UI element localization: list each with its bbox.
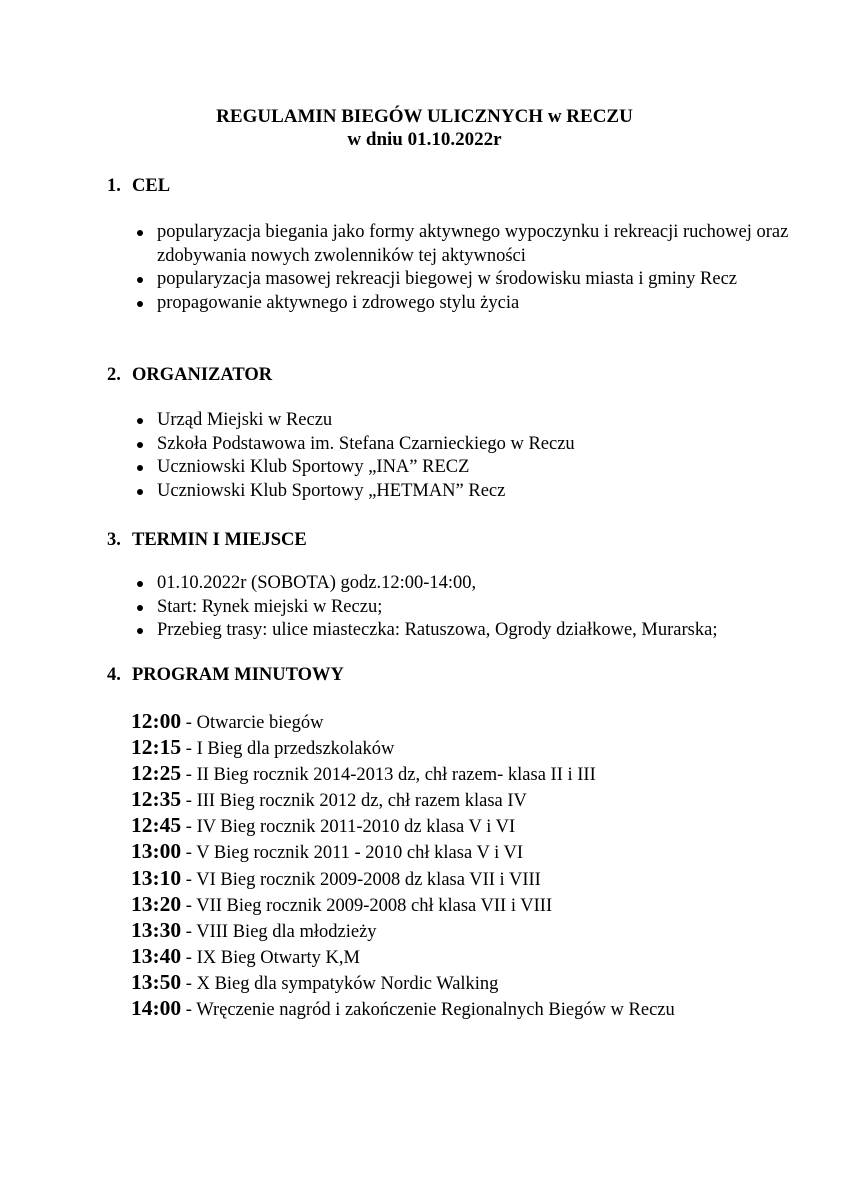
schedule-description: I Bieg dla przedszkolaków: [196, 739, 395, 760]
list-item: [157, 221, 797, 268]
schedule-time: 13:20: [131, 891, 182, 916]
schedule-description: VII Bieg rocznik 2009-2008 chł klasa VII i VIII: [196, 895, 553, 916]
organizator-list: [157, 409, 797, 503]
list-item: [157, 619, 797, 643]
bullet-icon: [137, 301, 143, 307]
schedule-row: [131, 760, 675, 786]
section-number: 2.: [107, 365, 121, 385]
schedule-time: 12:00: [131, 709, 182, 733]
section-heading-organizator: [107, 364, 272, 386]
schedule-separator: -: [181, 869, 197, 890]
document-date: w dniu 01.10.2022r: [347, 129, 502, 150]
schedule-row: [131, 995, 675, 1021]
list-item-text: Uczniowski Klub Sportowy „INA” RECZ: [157, 457, 470, 477]
list-item-text: Przebieg trasy: ulice miasteczka: Ratuszowa, Ogrody działkowe, Murarska;: [157, 620, 718, 640]
list-item-text: popularyzacja biegania jako formy aktywnego wypoczynku i rekreacji ruchowej oraz zdobywania nowych zwolenników tej aktywności: [157, 222, 789, 266]
bullet-icon: [137, 489, 143, 495]
schedule-row: [131, 812, 675, 838]
bullet-icon: [137, 628, 143, 634]
schedule-row: [131, 708, 675, 734]
schedule-time: 13:40: [131, 943, 182, 968]
list-item-text: 01.10.2022r (SOBOTA) godz.12:00-14:00,: [157, 573, 477, 593]
schedule-row: [131, 865, 675, 891]
bullet-icon: [137, 605, 143, 611]
schedule-separator: -: [181, 947, 197, 968]
document-title: REGULAMIN BIEGÓW ULICZNYCH w RECZU: [216, 106, 633, 127]
schedule-time: 13:10: [131, 865, 182, 890]
bullet-icon: [137, 442, 143, 448]
bullet-icon: [137, 465, 143, 471]
schedule-description: IV Bieg rocznik 2011-2010 dz klasa V i VI: [196, 817, 516, 838]
schedule-row: [131, 969, 675, 995]
list-item: [157, 572, 797, 596]
bullet-icon: [137, 277, 143, 283]
list-item-text: popularyzacja masowej rekreacji biegowej w środowisku miasta i gminy Recz: [157, 269, 737, 289]
schedule-separator: -: [181, 895, 197, 916]
list-item: [157, 409, 797, 433]
schedule-time: 12:35: [131, 787, 182, 812]
schedule-time: 12:25: [131, 761, 182, 786]
schedule-separator: -: [181, 973, 197, 994]
list-item-text: Szkoła Podstawowa im. Stefana Czarnieckiego w Reczu: [157, 433, 575, 454]
schedule-separator: -: [181, 843, 197, 864]
schedule-row: [131, 734, 675, 760]
list-item: [157, 456, 797, 480]
section-heading-program: [107, 664, 344, 686]
termin-list: [157, 572, 797, 643]
schedule-time: 13:50: [131, 969, 182, 994]
section-title: CEL: [132, 176, 171, 196]
list-item: [157, 596, 797, 620]
schedule-description: X Bieg dla sympatyków Nordic Walking: [196, 973, 499, 994]
schedule-separator: -: [181, 739, 197, 760]
schedule-description: II Bieg rocznik 2014-2013 dz, chł razem- klasa II i III: [196, 765, 596, 786]
schedule-description: IX Bieg Otwarty K,M: [196, 947, 360, 968]
program-schedule: [131, 708, 675, 1021]
section-heading-termin: [107, 529, 307, 551]
schedule-time: 13:00: [131, 839, 182, 864]
schedule-separator: -: [181, 765, 197, 786]
schedule-description: VIII Bieg dla młodzieży: [196, 921, 377, 942]
schedule-description: Wręczenie nagród i zakończenie Regionalnych Biegów w Reczu: [196, 1000, 675, 1021]
section-title: PROGRAM MINUTOWY: [132, 665, 344, 685]
schedule-time: 12:15: [131, 735, 182, 760]
list-item-text: Uczniowski Klub Sportowy „HETMAN” Recz: [157, 480, 506, 501]
section-number: 3.: [107, 530, 121, 550]
schedule-separator: -: [181, 1000, 197, 1021]
schedule-separator: -: [181, 713, 197, 733]
list-item-text: Start: Rynek miejski w Reczu;: [157, 596, 383, 617]
schedule-row: [131, 943, 675, 969]
schedule-row: [131, 786, 675, 812]
schedule-separator: -: [181, 791, 197, 812]
schedule-time: 12:45: [131, 813, 182, 838]
bullet-icon: [137, 230, 143, 236]
cel-list: [157, 221, 797, 315]
bullet-icon: [137, 418, 143, 424]
schedule-separator: -: [181, 817, 197, 838]
schedule-separator: -: [181, 921, 197, 942]
section-number: 1.: [107, 176, 121, 196]
list-item: [157, 480, 797, 504]
list-item-text: propagowanie aktywnego i zdrowego stylu życia: [157, 292, 520, 313]
section-title: ORGANIZATOR: [132, 365, 273, 385]
section-number: 4.: [107, 665, 121, 685]
schedule-row: [131, 891, 675, 917]
schedule-row: [131, 917, 675, 943]
bullet-icon: [137, 581, 143, 587]
schedule-description: Otwarcie biegów: [196, 713, 324, 733]
list-item: [157, 433, 797, 457]
list-item: [157, 268, 797, 292]
section-heading-cel: [107, 175, 170, 197]
section-title: TERMIN I MIEJSCE: [132, 530, 307, 550]
list-item-text: Urząd Miejski w Reczu: [157, 410, 333, 430]
schedule-time: 14:00: [131, 996, 182, 1021]
schedule-time: 13:30: [131, 917, 182, 942]
schedule-description: III Bieg rocznik 2012 dz, chł razem klasa IV: [196, 791, 527, 812]
list-item: [157, 292, 797, 316]
schedule-row: [131, 838, 675, 864]
schedule-description: VI Bieg rocznik 2009-2008 dz klasa VII i VIII: [196, 869, 541, 890]
schedule-description: V Bieg rocznik 2011 - 2010 chł klasa V i VI: [196, 843, 524, 864]
